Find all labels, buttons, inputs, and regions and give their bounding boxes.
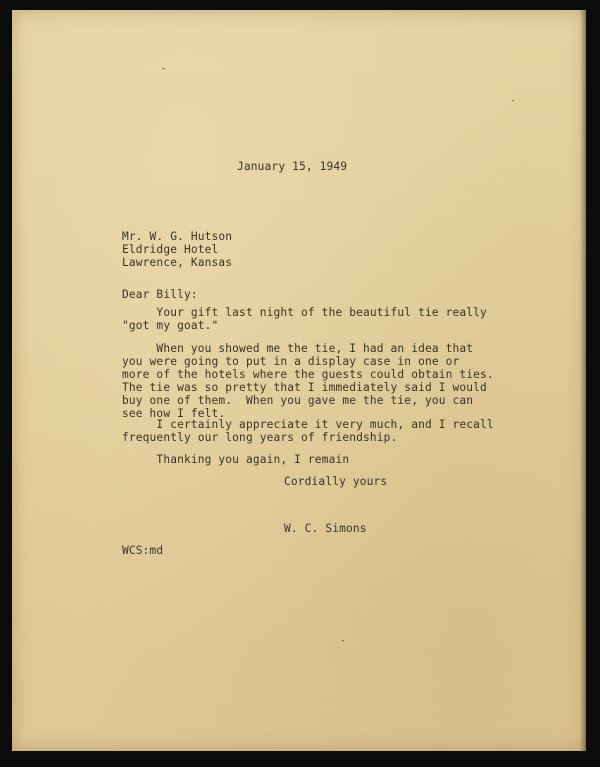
paragraph-4: Thanking you again, I remain — [122, 453, 350, 466]
paper-speck — [342, 640, 344, 641]
paper-speck — [512, 100, 514, 101]
closing: Cordially yours — [284, 475, 388, 488]
recipient-city: Lawrence, Kansas — [122, 256, 233, 269]
signer-name: W. C. Simons — [284, 522, 367, 535]
paper-edge — [580, 10, 588, 751]
paragraph-2: When you showed me the tie, I had an idea that you were going to put in a display case in one or more of the hotels where the guests could obtain ties. The tie was so pretty that I immediately said I would buy one of them. When you gave me the tie, you can see how I felt. — [122, 342, 494, 420]
paragraph-3: I certainly appreciate it very much, and I recall frequently our long years of friendship. — [122, 418, 494, 444]
recipient-address — [122, 230, 232, 269]
paper-speck — [162, 68, 165, 69]
letter-page — [12, 10, 586, 751]
paragraph-1: Your gift last night of the beautiful tie really "got my goat." — [122, 306, 487, 332]
recipient-name: Mr. W. G. Hutson — [122, 230, 233, 243]
recipient-hotel: Eldridge Hotel — [122, 243, 219, 256]
salutation: Dear Billy: — [122, 288, 198, 301]
letter-date: January 15, 1949 — [237, 160, 348, 173]
typist-initials: WCS:md — [122, 544, 164, 557]
